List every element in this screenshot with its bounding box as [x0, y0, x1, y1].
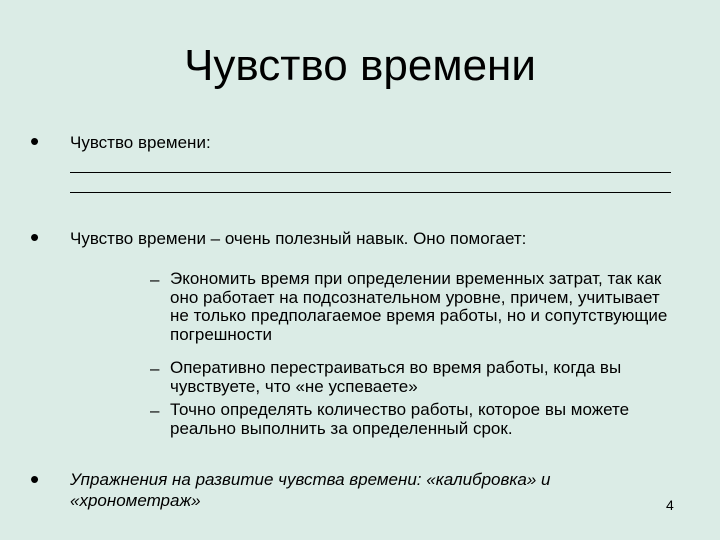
bullet-marker: •	[30, 464, 40, 494]
bullet-marker: •	[30, 126, 40, 156]
bullet-marker: •	[30, 222, 40, 252]
sub-dash: –	[150, 359, 160, 378]
sub-dash: –	[150, 401, 160, 420]
bullet-text-1: Чувство времени:	[70, 133, 211, 152]
blank-line-1	[70, 172, 671, 173]
sub-item-2: Оперативно перестраиваться во время работы, когда вы чувствуете, что «не успеваете»	[170, 358, 622, 396]
sub-item-1: Экономить время при определении временных затрат, так как оно работает на подсознательном уровне, причем, учитывает не только предполагаемое время работы, но и сопутствующие погрешности	[170, 269, 668, 344]
sub-dash: –	[150, 270, 160, 289]
bullet-text-2: Чувство времени – очень полезный навык. Оно помогает:	[70, 229, 527, 248]
page-number: 4	[666, 497, 674, 513]
slide-title: Чувство времени	[184, 41, 536, 90]
blank-line-2	[70, 192, 671, 193]
sub-item-3: Точно определять количество работы, которое вы можете реально выполнить за определенный срок.	[170, 400, 630, 438]
bullet-text-3: Упражнения на развитие чувства времени: «калибровка» и «хронометраж»	[70, 470, 551, 510]
